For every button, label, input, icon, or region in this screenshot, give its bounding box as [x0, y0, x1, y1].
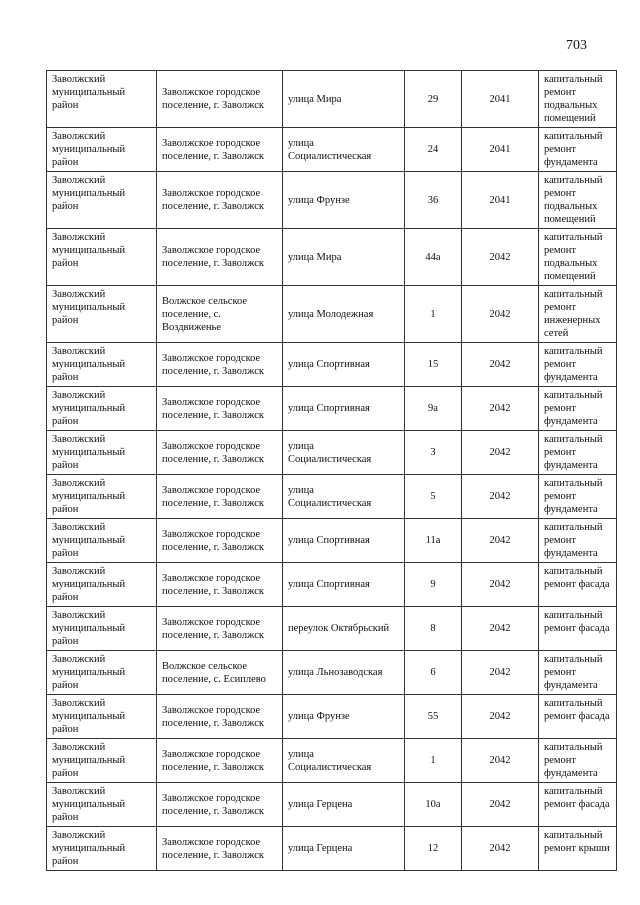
district-cell: Заволжский муниципальный район	[47, 607, 157, 651]
year-cell: 2042	[462, 343, 539, 387]
year-cell: 2042	[462, 229, 539, 286]
house-number-cell: 12	[405, 827, 462, 871]
work-type-cell: капитальный ремонт фундамента	[539, 519, 617, 563]
street-cell: улица Фрунзе	[283, 172, 405, 229]
street-cell: улица Спортивная	[283, 563, 405, 607]
street-cell: улица Спортивная	[283, 519, 405, 563]
repair-schedule-table	[46, 70, 617, 871]
year-cell: 2042	[462, 827, 539, 871]
work-type-cell: капитальный ремонт фундамента	[539, 343, 617, 387]
street-cell: переулок Октябрьский	[283, 607, 405, 651]
year-cell: 2042	[462, 431, 539, 475]
street-cell: улица Социалистическая	[283, 739, 405, 783]
table-row	[47, 229, 617, 286]
settlement-cell: Волжское сельское поселение, с. Есиплево	[157, 651, 283, 695]
house-number-cell: 5	[405, 475, 462, 519]
table-row	[47, 286, 617, 343]
settlement-cell: Заволжское городское поселение, г. Заволжск	[157, 519, 283, 563]
year-cell: 2041	[462, 71, 539, 128]
street-cell: улица Социалистическая	[283, 475, 405, 519]
table-row	[47, 827, 617, 871]
settlement-cell: Заволжское городское поселение, г. Заволжск	[157, 431, 283, 475]
year-cell: 2041	[462, 172, 539, 229]
table-row	[47, 343, 617, 387]
street-cell: улица Герцена	[283, 783, 405, 827]
work-type-cell: капитальный ремонт подвальных помещений	[539, 172, 617, 229]
work-type-cell: капитальный ремонт инженерных сетей	[539, 286, 617, 343]
table-row	[47, 431, 617, 475]
district-cell: Заволжский муниципальный район	[47, 387, 157, 431]
work-type-cell: капитальный ремонт фасада	[539, 695, 617, 739]
house-number-cell: 11а	[405, 519, 462, 563]
settlement-cell: Заволжское городское поселение, г. Заволжск	[157, 783, 283, 827]
street-cell: улица Социалистическая	[283, 431, 405, 475]
table-row	[47, 475, 617, 519]
house-number-cell: 15	[405, 343, 462, 387]
street-cell: улица Социалистическая	[283, 128, 405, 172]
street-cell: улица Молодежная	[283, 286, 405, 343]
settlement-cell: Заволжское городское поселение, г. Заволжск	[157, 563, 283, 607]
district-cell: Заволжский муниципальный район	[47, 71, 157, 128]
district-cell: Заволжский муниципальный район	[47, 651, 157, 695]
table-row	[47, 783, 617, 827]
street-cell: улица Спортивная	[283, 343, 405, 387]
work-type-cell: капитальный ремонт подвальных помещений	[539, 71, 617, 128]
district-cell: Заволжский муниципальный район	[47, 172, 157, 229]
work-type-cell: капитальный ремонт фундамента	[539, 739, 617, 783]
settlement-cell: Заволжское городское поселение, г. Заволжск	[157, 343, 283, 387]
year-cell: 2042	[462, 607, 539, 651]
work-type-cell: капитальный ремонт фундамента	[539, 128, 617, 172]
district-cell: Заволжский муниципальный район	[47, 128, 157, 172]
house-number-cell: 36	[405, 172, 462, 229]
settlement-cell: Заволжское городское поселение, г. Заволжск	[157, 71, 283, 128]
house-number-cell: 10а	[405, 783, 462, 827]
district-cell: Заволжский муниципальный район	[47, 519, 157, 563]
street-cell: улица Фрунзе	[283, 695, 405, 739]
year-cell: 2042	[462, 563, 539, 607]
district-cell: Заволжский муниципальный район	[47, 343, 157, 387]
table-row	[47, 651, 617, 695]
district-cell: Заволжский муниципальный район	[47, 229, 157, 286]
table-row	[47, 128, 617, 172]
district-cell: Заволжский муниципальный район	[47, 695, 157, 739]
house-number-cell: 9а	[405, 387, 462, 431]
settlement-cell: Заволжское городское поселение, г. Заволжск	[157, 229, 283, 286]
year-cell: 2042	[462, 739, 539, 783]
work-type-cell: капитальный ремонт фасада	[539, 607, 617, 651]
district-cell: Заволжский муниципальный район	[47, 431, 157, 475]
settlement-cell: Заволжское городское поселение, г. Заволжск	[157, 172, 283, 229]
house-number-cell: 9	[405, 563, 462, 607]
district-cell: Заволжский муниципальный район	[47, 783, 157, 827]
district-cell: Заволжский муниципальный район	[47, 739, 157, 783]
settlement-cell: Заволжское городское поселение, г. Заволжск	[157, 827, 283, 871]
work-type-cell: капитальный ремонт фундамента	[539, 651, 617, 695]
year-cell: 2042	[462, 475, 539, 519]
year-cell: 2042	[462, 651, 539, 695]
table-row	[47, 519, 617, 563]
table-row	[47, 387, 617, 431]
street-cell: улица Льнозаводская	[283, 651, 405, 695]
year-cell: 2041	[462, 128, 539, 172]
year-cell: 2042	[462, 695, 539, 739]
table-row	[47, 172, 617, 229]
house-number-cell: 1	[405, 286, 462, 343]
settlement-cell: Заволжское городское поселение, г. Заволжск	[157, 607, 283, 651]
work-type-cell: капитальный ремонт фундамента	[539, 387, 617, 431]
settlement-cell: Волжское сельское поселение, с. Воздвиженье	[157, 286, 283, 343]
street-cell: улица Спортивная	[283, 387, 405, 431]
table-row	[47, 739, 617, 783]
district-cell: Заволжский муниципальный район	[47, 563, 157, 607]
settlement-cell: Заволжское городское поселение, г. Заволжск	[157, 475, 283, 519]
house-number-cell: 24	[405, 128, 462, 172]
table-row	[47, 563, 617, 607]
house-number-cell: 29	[405, 71, 462, 128]
year-cell: 2042	[462, 387, 539, 431]
page-number: 703	[566, 38, 587, 53]
house-number-cell: 6	[405, 651, 462, 695]
year-cell: 2042	[462, 286, 539, 343]
work-type-cell: капитальный ремонт фундамента	[539, 475, 617, 519]
table-row	[47, 607, 617, 651]
work-type-cell: капитальный ремонт подвальных помещений	[539, 229, 617, 286]
settlement-cell: Заволжское городское поселение, г. Заволжск	[157, 387, 283, 431]
street-cell: улица Герцена	[283, 827, 405, 871]
house-number-cell: 3	[405, 431, 462, 475]
settlement-cell: Заволжское городское поселение, г. Заволжск	[157, 739, 283, 783]
district-cell: Заволжский муниципальный район	[47, 286, 157, 343]
settlement-cell: Заволжское городское поселение, г. Заволжск	[157, 695, 283, 739]
table-body	[47, 71, 617, 871]
settlement-cell: Заволжское городское поселение, г. Заволжск	[157, 128, 283, 172]
house-number-cell: 55	[405, 695, 462, 739]
house-number-cell: 8	[405, 607, 462, 651]
house-number-cell: 1	[405, 739, 462, 783]
street-cell: улица Мира	[283, 229, 405, 286]
work-type-cell: капитальный ремонт фасада	[539, 783, 617, 827]
year-cell: 2042	[462, 783, 539, 827]
year-cell: 2042	[462, 519, 539, 563]
house-number-cell: 44а	[405, 229, 462, 286]
work-type-cell: капитальный ремонт фасада	[539, 563, 617, 607]
table-row	[47, 71, 617, 128]
table-row	[47, 695, 617, 739]
district-cell: Заволжский муниципальный район	[47, 827, 157, 871]
work-type-cell: капитальный ремонт фундамента	[539, 431, 617, 475]
street-cell: улица Мира	[283, 71, 405, 128]
work-type-cell: капитальный ремонт крыши	[539, 827, 617, 871]
district-cell: Заволжский муниципальный район	[47, 475, 157, 519]
